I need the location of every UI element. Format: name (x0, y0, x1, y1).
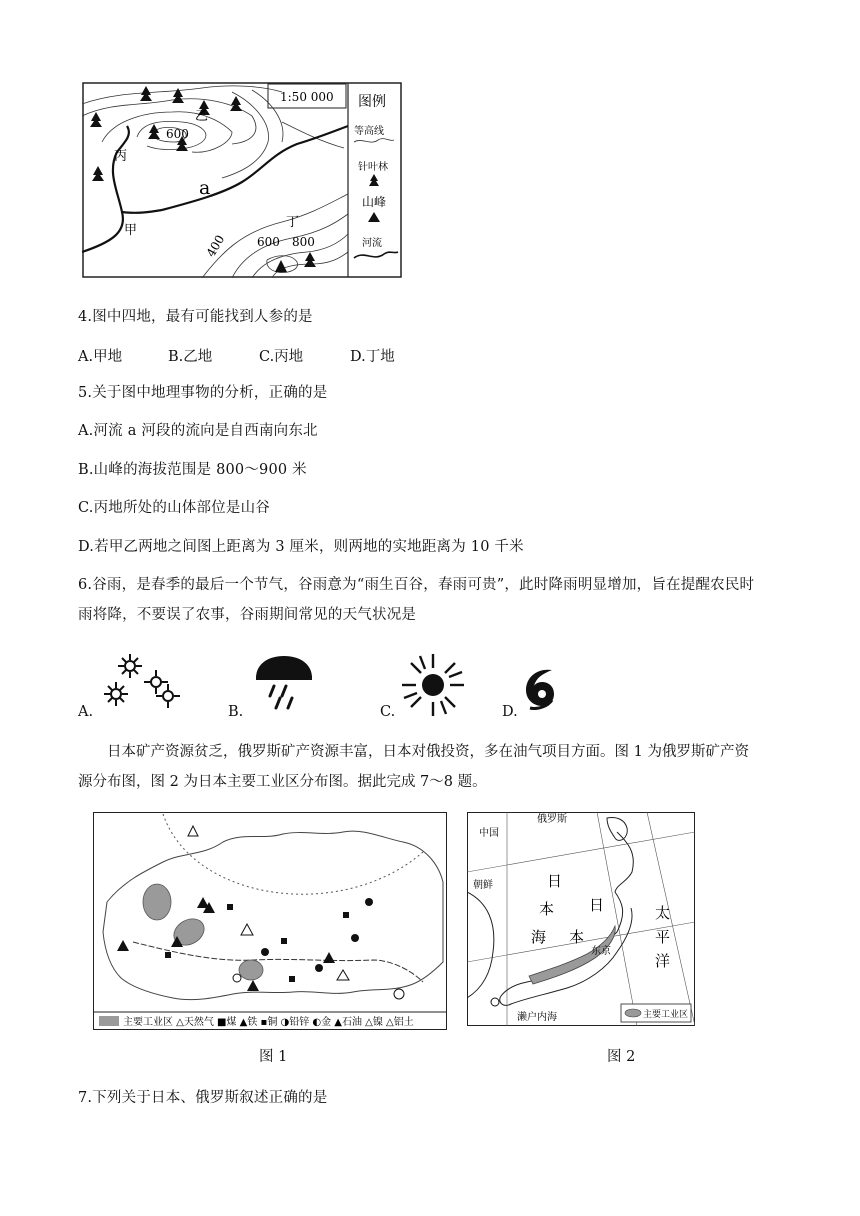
q4-option-b[interactable]: B.乙地 (168, 349, 213, 365)
question-4-stem: 4.图中四地，最有可能找到人参的是 (78, 309, 313, 325)
legend-title: 图例 (358, 94, 386, 110)
q4-option-d[interactable]: D.丁地 (350, 349, 395, 365)
question-6-stem-line1: 6.谷雨，是春季的最后一个节气，谷雨意为“雨生百谷，春雨可贵”，此时降雨明显增加，旨在提醒农民时 (78, 577, 755, 593)
label-pacific-1: 太 (655, 904, 671, 922)
map-label-jia: 甲 (124, 223, 138, 238)
label-russia: 俄罗斯 (537, 814, 567, 825)
label-inland-sea: 濑户内海 (517, 1012, 557, 1023)
map-label-ding: 丁 (286, 215, 300, 230)
legend-river: 河流 (362, 238, 382, 249)
map-label-yi: 乙 (195, 109, 209, 124)
fig1-caption: 图 1 (259, 1049, 288, 1065)
label-japan-1: 日 (589, 896, 605, 914)
map-label-river-a: a (199, 177, 211, 199)
contour-label-600b: 600 (257, 235, 280, 249)
label-korea: 朝鲜 (473, 880, 493, 891)
label-china: 中国 (479, 828, 499, 839)
legend-peak: 山峰 (362, 195, 387, 209)
fig2-caption: 图 2 (607, 1049, 636, 1065)
rain-cloud-icon (252, 652, 316, 710)
label-pacific-3: 洋 (655, 952, 671, 970)
question-5-stem: 5.关于图中地理事物的分析，正确的是 (78, 385, 328, 401)
contour-label-800: 800 (292, 235, 315, 249)
fig2-legend: 主要工业区 (643, 1010, 689, 1020)
legend-contour: 等高线 (354, 126, 384, 137)
question-7-stem: 7.下列关于日本、俄罗斯叙述正确的是 (78, 1090, 328, 1106)
label-sea-japan-3: 海 (531, 928, 547, 946)
q4-option-a[interactable]: A.甲地 (78, 349, 123, 365)
sun-icon (400, 652, 466, 718)
typhoon-icon (522, 666, 558, 710)
legend-conifer: 针叶林 (358, 162, 388, 173)
label-pacific-2: 平 (655, 928, 671, 946)
japan-industrial-map (467, 812, 695, 1026)
russia-mineral-map (93, 812, 447, 1030)
label-sea-japan-2: 本 (539, 900, 555, 918)
contour-label-600a: 600 (166, 127, 189, 141)
q5-option-c[interactable]: C.丙地所处的山体部位是山谷 (78, 500, 270, 516)
q6-option-a[interactable]: A. (78, 704, 94, 720)
topographic-map (82, 82, 402, 278)
map-label-bing: 丙 (114, 149, 128, 164)
q6-option-d[interactable]: D. (502, 704, 518, 720)
question-6-stem-line2: 雨将降，不要误了农事，谷雨期间常见的天气状况是 (78, 607, 417, 623)
q6-option-c[interactable]: C. (380, 704, 396, 720)
intro-line2: 源分布图，图 2 为日本主要工业区分布图。据此完成 7～8 题。 (78, 774, 487, 790)
q6-option-b[interactable]: B. (228, 704, 244, 720)
label-japan-2: 本 (569, 928, 585, 946)
q4-option-c[interactable]: C.丙地 (259, 349, 304, 365)
label-sea-japan-1: 日 (547, 872, 563, 890)
map-scale: 1:50 000 (280, 90, 334, 104)
snow-icon (102, 652, 182, 710)
q5-option-a[interactable]: A.河流 a 河段的流向是自西南向东北 (78, 423, 318, 439)
fig1-legend: 主要工业区 △天然气 ■煤 ▲铁 ▪铜 ◑铅锌 ◐金 ▲石油 △镍 △铝土 (123, 1017, 414, 1028)
q5-option-d[interactable]: D.若甲乙两地之间图上距离为 3 厘米，则两地的实地距离为 10 千米 (78, 539, 524, 555)
q5-option-b[interactable]: B.山峰的海拔范围是 800～900 米 (78, 462, 307, 478)
contour-label-400: 400 (203, 232, 228, 260)
label-tokyo: 东京 (591, 946, 611, 957)
intro-line1: 日本矿产资源贫乏，俄罗斯矿产资源丰富，日本对俄投资，多在油气项目方面。图 1 为俄罗斯矿产资 (107, 744, 749, 760)
